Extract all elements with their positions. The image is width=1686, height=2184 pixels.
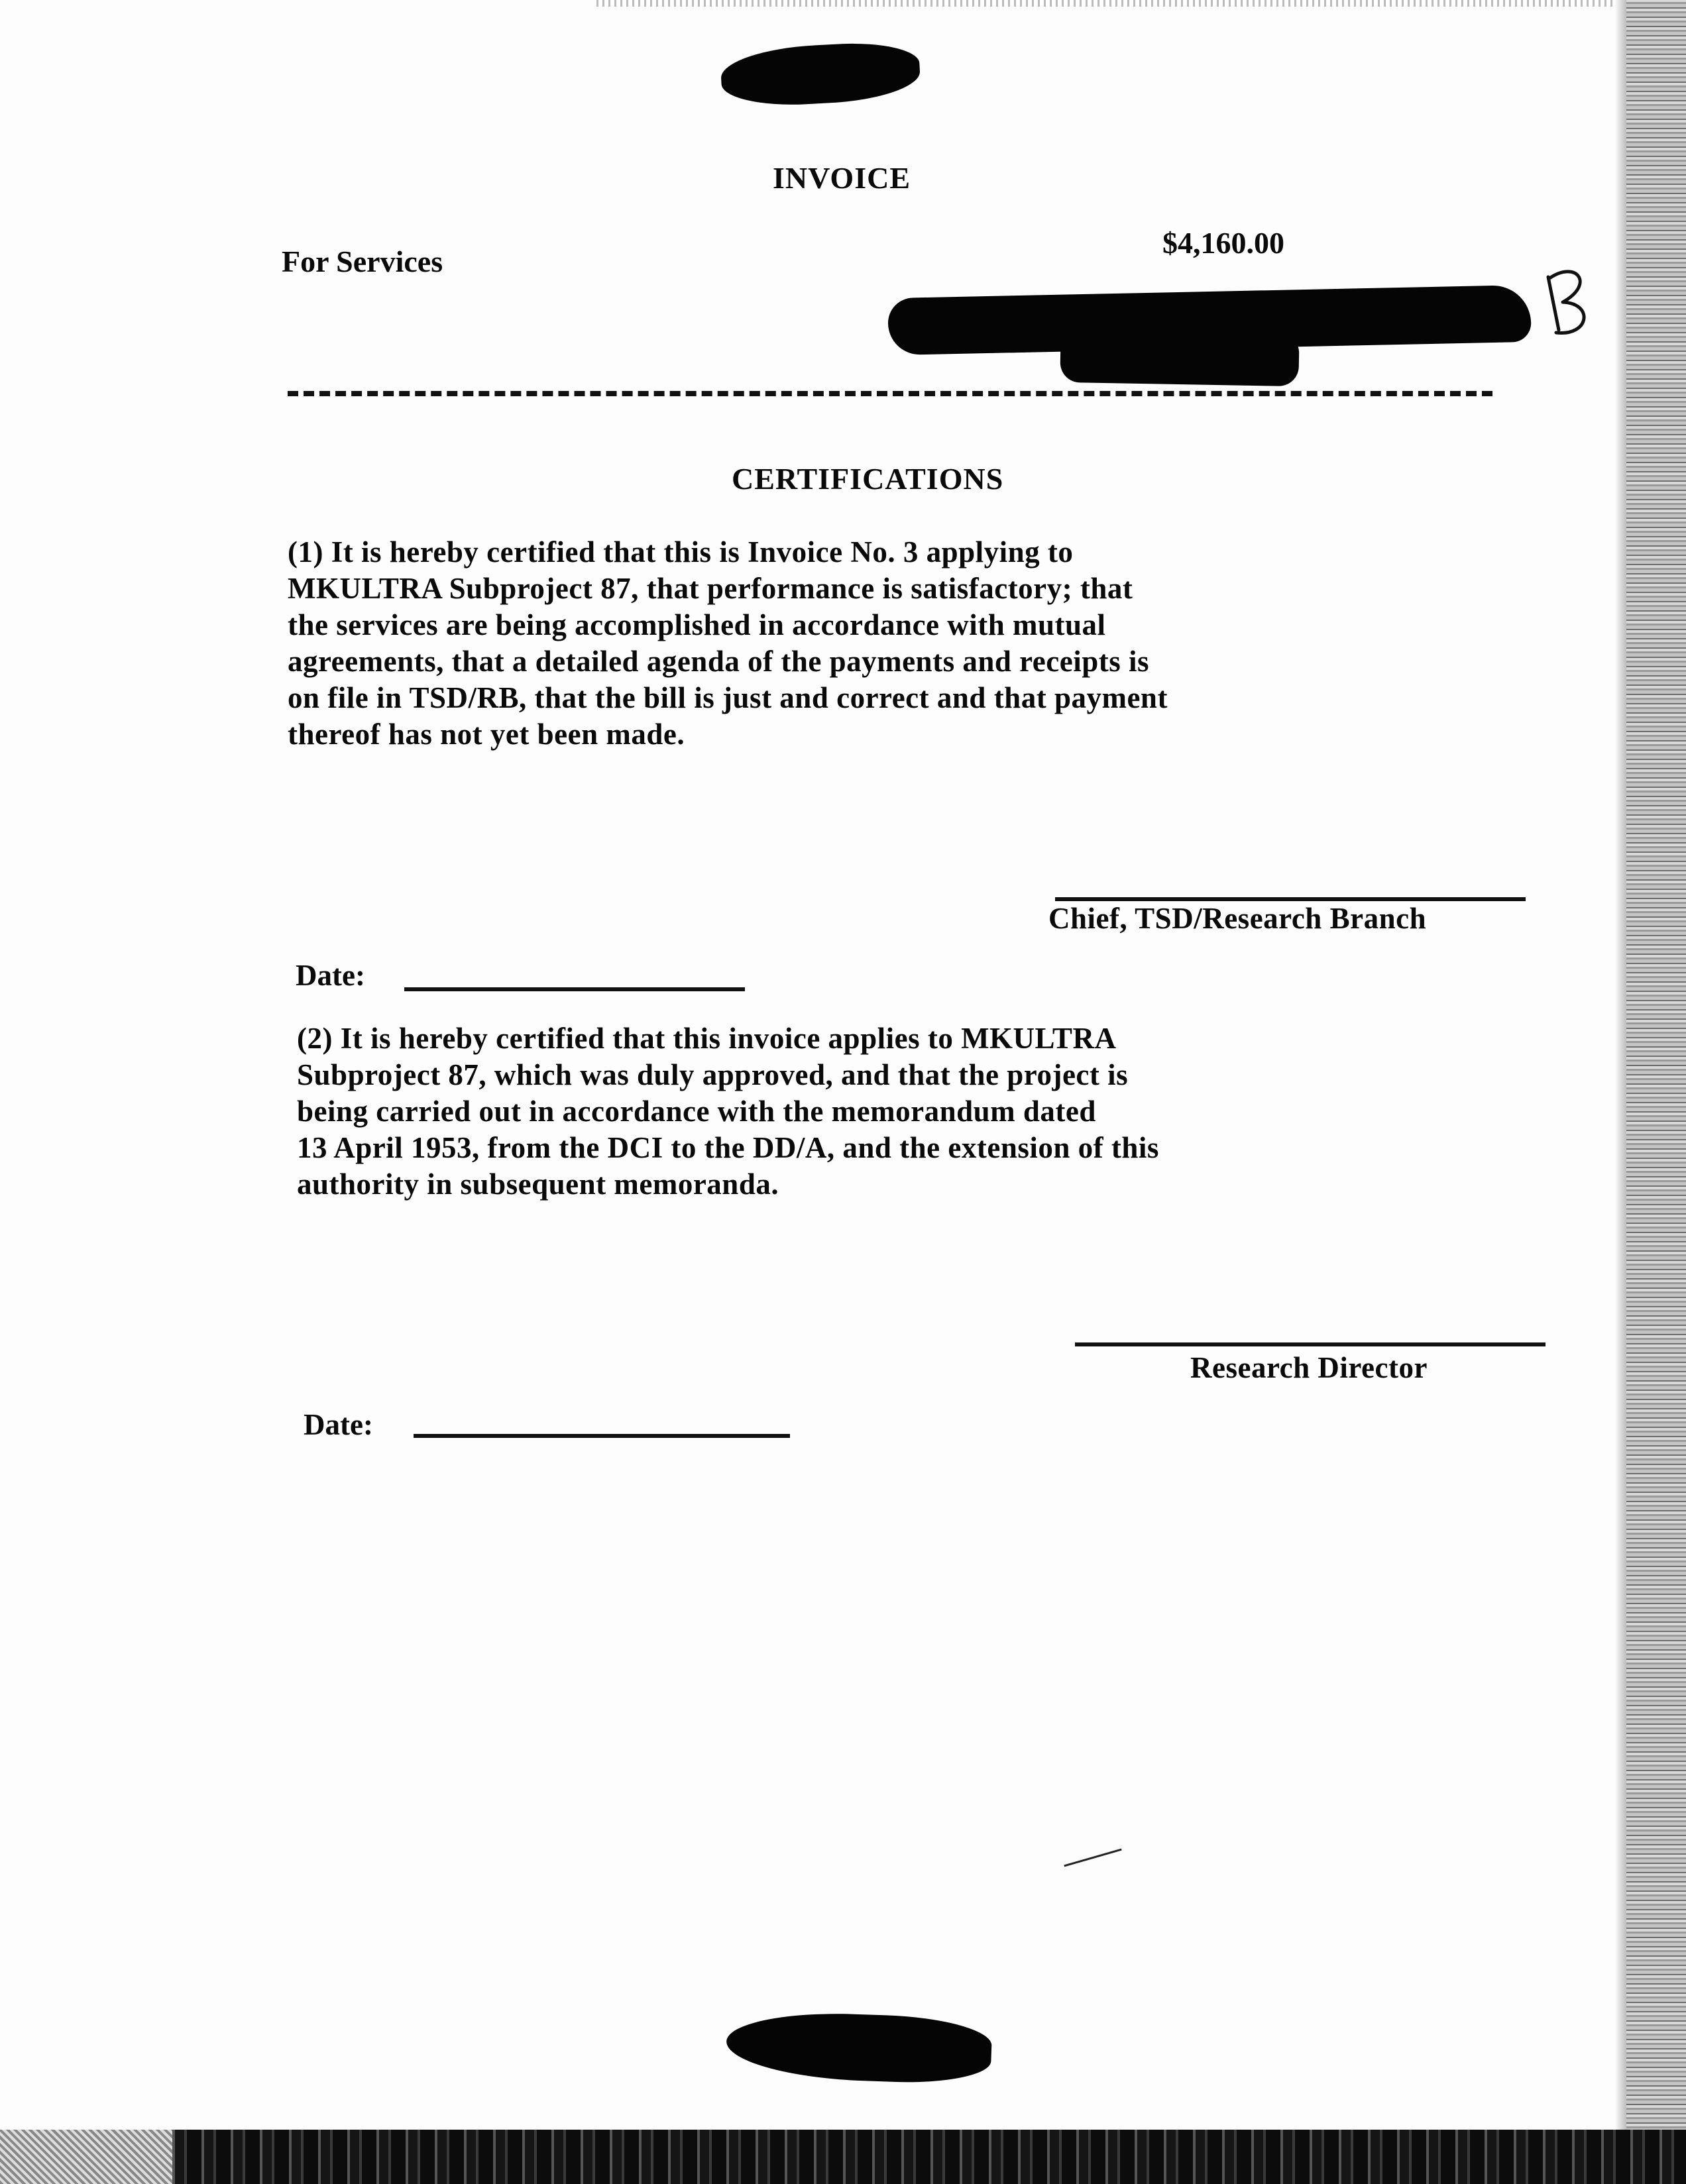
certification-1-line: on file in TSD/RB, that the bill is just and correct and that payment — [288, 681, 1168, 714]
section-divider — [288, 391, 1492, 396]
document-title: INVOICE — [773, 161, 911, 195]
certification-1-line: MKULTRA Subproject 87, that performance is satisfactory; that — [288, 572, 1133, 605]
handwritten-b-mark — [1536, 264, 1600, 343]
stray-pen-mark — [1064, 1849, 1121, 1867]
scan-edge-right — [1626, 0, 1686, 2184]
scan-edge-top — [596, 0, 1686, 7]
signatory-title-director: Research Director — [1190, 1351, 1428, 1384]
certifications-heading: CERTIFICATIONS — [732, 462, 1004, 496]
redaction-mark-amount-lower — [1060, 329, 1299, 386]
redaction-mark-top — [720, 40, 921, 109]
certification-1-line: the services are being accomplished in accordance with mutual — [288, 608, 1106, 641]
date-line-2 — [414, 1434, 790, 1438]
date-line-1 — [404, 987, 745, 991]
redaction-mark-bottom — [725, 2010, 992, 2085]
invoice-amount: $4,160.00 — [1162, 226, 1284, 260]
certification-1-text — [288, 534, 1461, 753]
date-label-2: Date: — [304, 1408, 373, 1441]
for-services-label: For Services — [282, 245, 443, 278]
signature-line-director — [1075, 1342, 1546, 1346]
certification-1-line: thereof has not yet been made. — [288, 718, 685, 751]
certification-2-line: 13 April 1953, from the DCI to the DD/A, and the extension of this — [297, 1131, 1159, 1164]
certification-1-line: agreements, that a detailed agenda of the payments and receipts is — [288, 645, 1150, 678]
certification-1-line: (1) It is hereby certified that this is Invoice No. 3 applying to — [288, 535, 1074, 569]
certification-2-line: Subproject 87, which was duly approved, and that the project is — [297, 1058, 1129, 1091]
date-label-1: Date: — [296, 959, 365, 992]
scan-edge-shadow — [1614, 0, 1626, 2184]
certification-2-text — [297, 1020, 1424, 1203]
signatory-title-chief: Chief, TSD/Research Branch — [1048, 902, 1427, 935]
certification-2-line: being carried out in accordance with the memorandum dated — [297, 1095, 1096, 1128]
scan-edge-bottom — [0, 2130, 1686, 2184]
certification-2-line: (2) It is hereby certified that this invoice applies to MKULTRA — [297, 1022, 1117, 1055]
certification-2-line: authority in subsequent memoranda. — [297, 1168, 779, 1201]
scan-edge-bottom-left — [0, 2130, 172, 2184]
